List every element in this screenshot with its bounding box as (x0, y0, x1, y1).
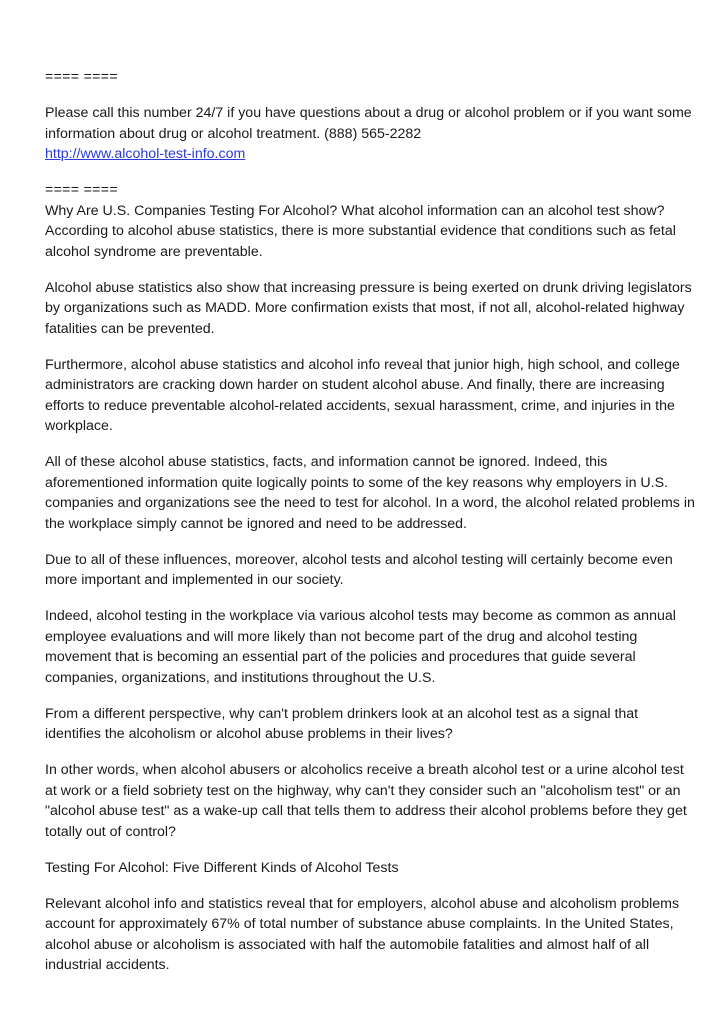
paragraph: Why Are U.S. Companies Testing For Alcohol? What alcohol information can an alcohol test show? According to alcohol abuse statistics, there is more substantial evidence that conditions such as fetal alcohol syndrome are preventable. (45, 202, 676, 260)
paragraph: Furthermore, alcohol abuse statistics and alcohol info reveal that junior high, high school, and college administrators are cracking down harder on student alcohol abuse. And finally, there are increasing efforts to reduce preventable alcohol-related accidents, sexual harassment, crime, and injuries in the workplace. (45, 356, 680, 434)
paragraph: In other words, when alcohol abusers or alcoholics receive a breath alcohol test or a urine alcohol test at work or a field sobriety test on the highway, why can't they consider such an "alcoholism test" or an "alcohol abuse test" as a wake-up call that tells them to address their alcohol problems before they get totally out of control? (45, 762, 687, 840)
paragraph: Relevant alcohol info and statistics reveal that for employers, alcohol abuse and alcoholism problems account for approximately 67% of total number of substance abuse complaints. In the United States, alcohol abuse or alcoholism is associated with half the automobile fatalities and almost half of all industrial accidents. (45, 895, 680, 973)
separator-line: ==== ==== (45, 182, 118, 198)
document-page (45, 67, 695, 991)
paragraph: From a different perspective, why can't problem drinkers look at an alcohol test as a signal that identifies the alcoholism or alcohol abuse problems in their lives? (45, 705, 639, 742)
paragraph: Due to all of these influences, moreover, alcohol tests and alcohol testing will certainly become even more important and implemented in our society. (45, 551, 673, 588)
paragraph: Indeed, alcohol testing in the workplace via various alcohol tests may become as common as annual employee evaluations and will more likely than not become part of the drug and alcohol testing movement that is becoming an essential part of the policies and procedures that guide several companies, organizations, and institutions throughout the U.S. (45, 608, 676, 686)
paragraph: Alcohol abuse statistics also show that increasing pressure is being exerted on drunk driving legislators by organizations such as MADD. More confirmation exists that most, if not all, alcohol-related highway fatalities can be prevented. (45, 279, 692, 337)
section-heading: Testing For Alcohol: Five Different Kinds of Alcohol Tests (45, 859, 399, 876)
intro-paragraph (45, 103, 695, 165)
separator-line: ==== ==== (45, 69, 118, 85)
website-link[interactable]: http://www.alcohol-test-info.com (45, 146, 246, 162)
intro-text: Please call this number 24/7 if you have questions about a drug or alcohol problem or if you want some information about drug or alcohol treatment. (888) 565-2282 (45, 105, 692, 142)
paragraph: All of these alcohol abuse statistics, facts, and information cannot be ignored. Indeed, this aforementioned information quite logically points to some of the key reasons why employers in U.S. companies and organizations see the need to test for alcohol. In a word, the alcohol related problems in the workplace simply cannot be ignored and need to be addressed. (45, 454, 695, 532)
